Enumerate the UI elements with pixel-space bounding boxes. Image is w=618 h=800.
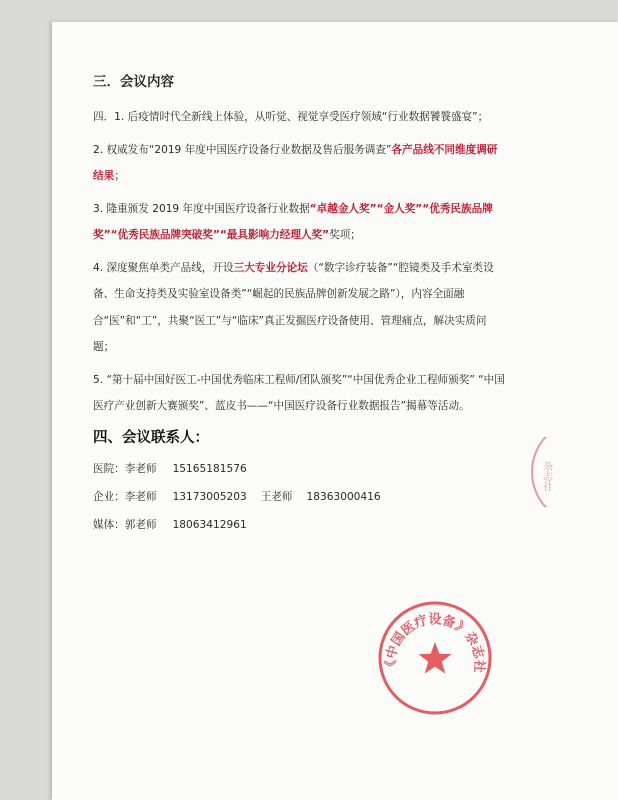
partial-seal-text: 杂志社	[540, 461, 552, 491]
contact-enterprise-phone-1: 13173005203	[172, 490, 247, 503]
item-3-award-1: “卓越金人奖”“金人奖”“优秀民族品牌奖”	[93, 202, 493, 241]
item-3-award-3: “最具影响力经理人奖”	[219, 229, 330, 241]
contact-enterprise-phone-2: 18363000416	[306, 490, 381, 503]
item-2-highlight: 各产品线不同维度调研结果	[93, 143, 498, 182]
section-3-heading: 三．会议内容	[93, 74, 174, 90]
contact-enterprise-label: 企业：李老师	[93, 490, 157, 503]
item-4	[93, 255, 505, 361]
partial-seal-stamp	[522, 437, 582, 507]
item-4-highlight: 三大专业分论坛	[233, 261, 308, 274]
contact-media	[93, 513, 505, 537]
contact-hospital-phone: 15165181576	[172, 462, 247, 475]
item-3-award-2: “优秀民族品牌突破奖”	[110, 229, 220, 241]
contact-hospital-label: 医院：李老师	[93, 462, 157, 475]
contact-enterprise	[93, 485, 505, 509]
section-4-heading: 四、会议联系人：	[93, 429, 209, 446]
seal-text: 《中国医疗设备》杂志社	[383, 612, 487, 674]
official-seal-stamp	[375, 598, 495, 718]
item-4-text: 4. 深度聚焦单类产品线，开设	[93, 261, 234, 274]
item-2-text: 2. 权威发布“2019 年度中国医疗设备行业数据及售后服务调查”	[93, 143, 392, 156]
item-1: 四．1. 后疫情时代全新线上体验，从听觉、视觉享受医疗领域“行业数据饕餮盛宴”；	[93, 111, 489, 123]
contact-media-phone: 18063412961	[172, 518, 247, 531]
item-3-text: 3. 隆重颁发 2019 年度中国医疗设备行业数据	[93, 202, 310, 215]
item-3-end: 奖项；	[329, 229, 361, 241]
document-content	[93, 70, 505, 541]
item-3	[93, 196, 505, 249]
contact-media-label: 媒体：郭老师	[93, 518, 157, 531]
item-5: 5. “第十届中国好医工-中国优秀临床工程师/团队颁奖”“中国优秀企业工程师颁奖” “中国医疗产业创新大赛颁奖”、蓝皮书——“中国医疗设备行业数据报告”揭幕等活动。	[93, 373, 505, 412]
contact-hospital	[93, 457, 505, 481]
item-2-end: ；	[114, 170, 125, 182]
item-2	[93, 137, 505, 190]
contact-enterprise-label-2: 王老师	[260, 490, 293, 503]
item-4-rest: （“数字诊疗装备”“腔镜类及手术室类设备、生命支持类及实验室设备类”“崛起的民族品牌创新发展之路”），内容全面融合“医”和“工”，共聚“医工”与“临床”真正发掘医疗设备使用、管理痛点，解决实质问题；	[93, 261, 494, 353]
